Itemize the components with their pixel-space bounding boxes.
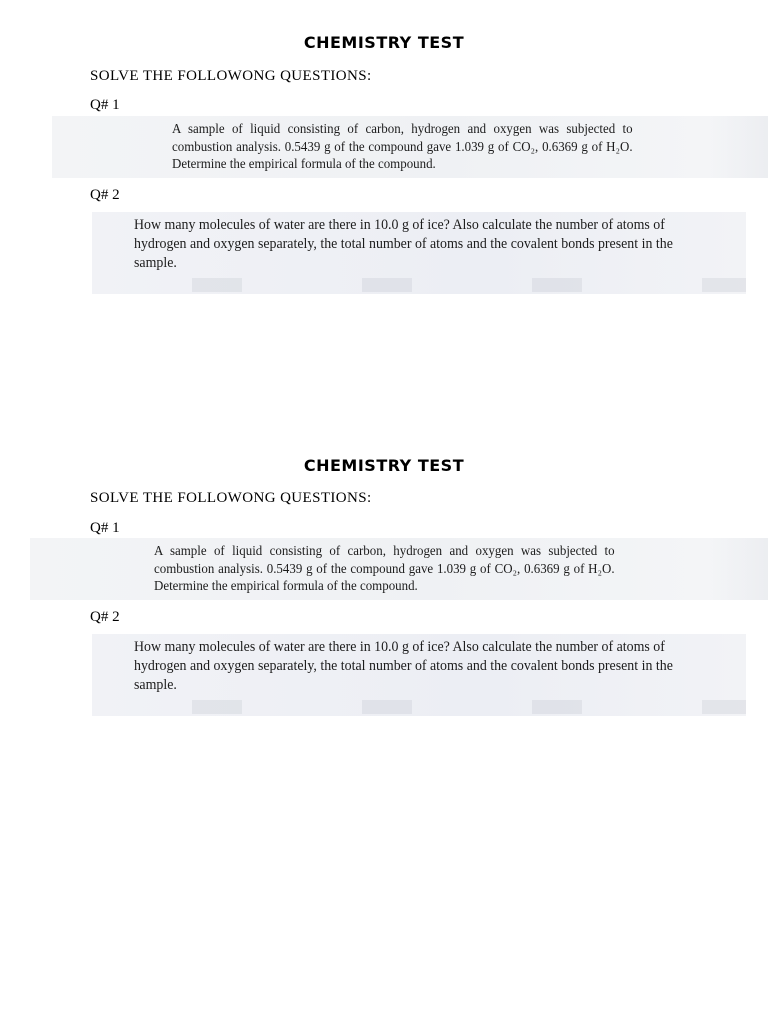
question-2-text: How many molecules of water are there in 10.0 g of ice? Also calculate the number of atoms of hydrogen and oxygen separately, the total number of atoms and the covalent bonds present in the sample.: [134, 639, 673, 693]
question-2-image: [92, 212, 746, 294]
test-title: CHEMISTRY TEST: [303, 33, 465, 52]
instruction-text: SOLVE THE FOLLOWONG QUESTIONS:: [90, 490, 372, 506]
question-1-text: A sample of liquid consisting of carbon, hydrogen and oxygen was subjected to combustion analysis. 0.5439 g of the compound gave 1.039 g of CO₂, 0.6369 g of H₂O. Determine the empirical formula of the compound.: [172, 121, 633, 171]
question-1-label: Q# 1: [90, 520, 120, 536]
question-1-text: A sample of liquid consisting of carbon, hydrogen and oxygen was subjected to combustion analysis. 0.5439 g of the compound gave 1.039 g of CO₂, 0.6369 g of H₂O. Determine the empirical formula of the compound.: [154, 543, 615, 593]
question-2-label: Q# 2: [90, 187, 120, 203]
question-2-label: Q# 2: [90, 609, 120, 625]
instruction-text: SOLVE THE FOLLOWONG QUESTIONS:: [90, 68, 372, 84]
test-title: CHEMISTRY TEST: [303, 456, 465, 475]
scan-edge: [708, 116, 768, 178]
faded-scan-line: [92, 278, 746, 292]
question-2-text: How many molecules of water are there in 10.0 g of ice? Also calculate the number of atoms of hydrogen and oxygen separately, the total number of atoms and the covalent bonds present in the sample.: [134, 217, 673, 271]
question-2-image: [92, 634, 746, 716]
scan-edge: [708, 538, 768, 600]
question-1-image: [52, 116, 768, 178]
question-1-image: [30, 538, 768, 600]
question-1-label: Q# 1: [90, 97, 120, 113]
faded-scan-line: [92, 700, 746, 714]
